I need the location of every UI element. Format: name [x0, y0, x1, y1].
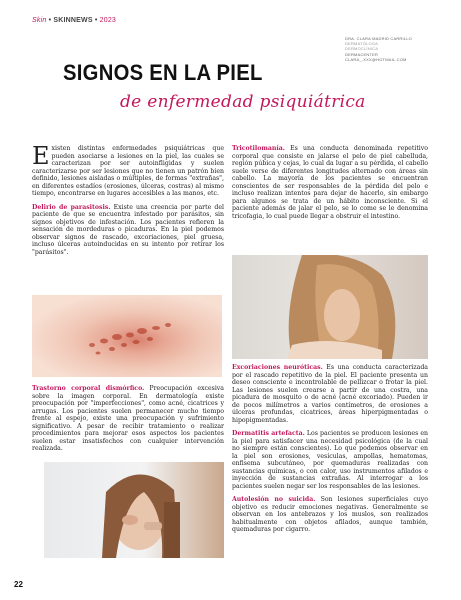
skin-rash-photo	[32, 295, 222, 377]
section-delirio-parasitosis	[32, 204, 224, 257]
brand-part-3: 2023	[99, 17, 117, 24]
rash-illustration	[32, 295, 222, 377]
page-number: 22	[14, 580, 23, 589]
section-tricotilomania	[232, 145, 428, 220]
brand-part-1: Skin	[32, 17, 47, 24]
section-dermatitis-artefacta	[232, 430, 428, 490]
face-illustration	[44, 462, 224, 558]
author-role: DERMATÓLOGA	[345, 41, 379, 47]
page-header	[0, 0, 461, 30]
section-term: Autolesión no suicida.	[232, 496, 316, 503]
right-column-lower	[232, 364, 428, 540]
section-text: Preocupación excesiva sobre la imagen corporal. En dermatología existe preocupación por "imperfecciones", como acné, cicatrices y arrugas. Los pacientes suelen permanecer mucho tiempo frente al espejo, existe una preocupación y sufrimiento significativo. A pesar de recibir tratamiento o realizar procedimientos para mejorar esos aspectos los pacientes suelen estar insatisfechos con cualquier intervención realizada.	[32, 385, 224, 452]
right-column	[232, 145, 428, 226]
section-term: Dermatitis artefacta.	[232, 430, 305, 437]
section-excoriaciones	[232, 364, 428, 424]
drop-cap: E	[32, 142, 50, 170]
author-email: CLARA_-XXX@HOTMAIL.COM	[345, 56, 407, 62]
article-title: SIGNOS EN LA PIEL	[63, 60, 263, 85]
section-term: Tricotilomanía.	[232, 145, 285, 152]
section-text: Es una conducta caracterizada por el rascado repetitivo de la piel. El paciente presenta un deseo consciente e incontrolable de pellizcar o frotar la piel. Las lesiones suelen crearse a partir de una costra, una picadura de mosquito o de acné (acné excoriado). Pueden ir de pocos milímetros a varios centímetros, de erosiones a úlceras profundas, cicatrices, áreas hiperpigmentadas o hipopigmentadas.	[232, 364, 428, 424]
magazine-brand	[32, 17, 116, 24]
section-term: Excoriaciones neuróticas.	[232, 364, 323, 371]
hair-illustration	[232, 255, 428, 359]
woman-hair-photo	[232, 255, 428, 359]
intro-text: xisten distintas enfermedades psiquiátricas que pueden asociarse a lesiones en la piel, las cuales se caracterizan por ser autoinfligidas y suelen caracterizarse por ser lesiones que no tienen un patrón bien definido, lesiones aisladas o múltiples, de formas "extrañas", en diferentes estadíos (erosiones, úlceras, costras) al mismo tiempo, encontrarse en lugares accesibles a las manos, etc.	[32, 145, 224, 197]
author-credit	[345, 36, 455, 62]
left-column	[32, 142, 224, 262]
section-text: Los pacientes se producen lesiones en la piel para satisfacer una necesidad psicológica (de la cual no siempre están conscientes). Lo que podemos observar en la piel son erosiones, vesículas, ampollas, hematomas, enfisema subcutáneo, por quemaduras realizadas con sustancias químicas, o con calor, uso instrumentos afilados e inyección de sustancias extrañas. Al interrogar a los pacientes suelen negar ser los responsables de las lesiones.	[232, 430, 428, 490]
left-column-lower	[32, 385, 224, 459]
article-subtitle: de enfermedad psiquiátrica	[120, 92, 366, 112]
author-name: DRA. CLARA MADRID CARRILLO	[345, 36, 412, 41]
section-term: Trastorno corporal dismórfico.	[32, 385, 145, 392]
brand-part-2: • SKINNEWS •	[46, 17, 100, 24]
intro-paragraph	[32, 142, 224, 198]
section-text: Son lesiones superficiales cuyo objetivo es reducir emociones negativas. Generalmente se observan en los antebrazos y los muslos, son realizados habitualmente con objetos afilados, aunque también, quemaduras por cigarro.	[232, 496, 428, 533]
section-trastorno-dismorfico	[32, 385, 224, 453]
section-text: Es una conducta denominada repetitivo corporal que consiste en jalarse el pelo de piel cabelluda, región púbica y cejas, lo cual da lugar a su pérdida, el cabello suele verse de diferentes longitudes alternado con áreas sin cabello. La mayoría de los pacientes se encuentran conscientes de ser responsables de la pérdida del pelo e incluso realizan intentos para dejar de hacerlo, sin embargo para algunos se trata de un hábito inconsciente. Si el paciente además de jalar el pelo, se lo come se le denomina tricofagia, lo cual puede llegar a obstruir el intestino.	[232, 145, 428, 220]
section-term: Delirio de parasitosis.	[32, 203, 111, 211]
author-center: DERMACENTER	[345, 51, 379, 57]
section-autolesion	[232, 496, 428, 534]
section-text: Existe una creencia por parte del paciente de que se encuentra infestado por parásitos, sin signos objetivos de infestación. Los pacientes refieren la sensación de mordeduras o picaduras. En la piel podemos observar signos de rascado, excoriaciones, piel gruesa, incluso úlceras autoinducidas en su intento por retirar los "parásitos".	[32, 203, 224, 256]
author-clinic: DERMOCLÍNICA	[345, 46, 379, 52]
woman-face-photo	[44, 462, 224, 558]
